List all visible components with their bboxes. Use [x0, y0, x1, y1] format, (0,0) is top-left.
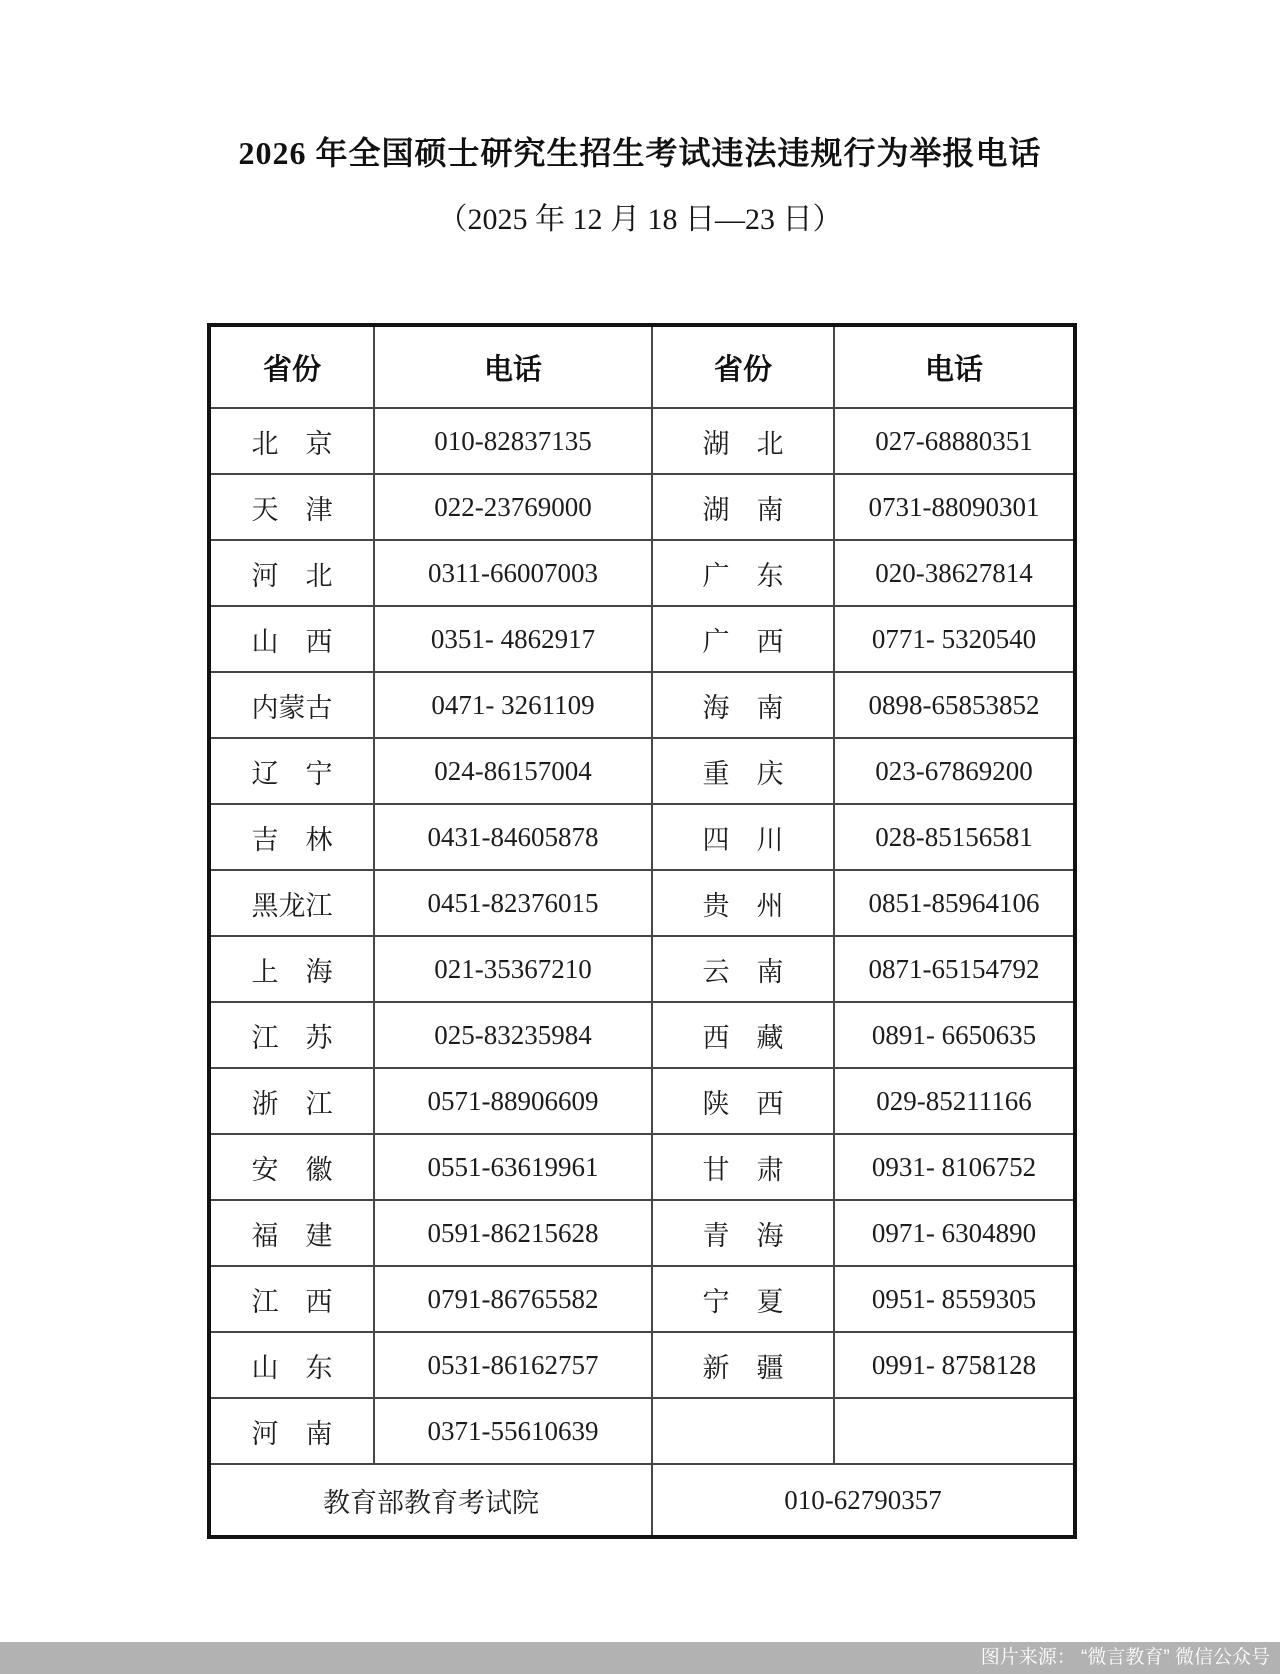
province-cell: 江 苏 [209, 1002, 374, 1068]
hotline-table [207, 323, 1077, 1539]
phone-cell: 0471- 3261109 [374, 672, 652, 738]
phone-cell: 0451-82376015 [374, 870, 652, 936]
phone-cell: 0971- 6304890 [834, 1200, 1075, 1266]
footer-phone-cell: 010-62790357 [652, 1464, 1075, 1537]
phone-cell: 0591-86215628 [374, 1200, 652, 1266]
table-row [209, 1398, 1075, 1464]
province-cell: 海 南 [652, 672, 834, 738]
province-cell: 内蒙古 [209, 672, 374, 738]
phone-cell: 0351- 4862917 [374, 606, 652, 672]
province-cell-empty [652, 1398, 834, 1464]
province-cell: 青 海 [652, 1200, 834, 1266]
province-cell: 西 藏 [652, 1002, 834, 1068]
phone-cell: 0371-55610639 [374, 1398, 652, 1464]
phone-cell: 0931- 8106752 [834, 1134, 1075, 1200]
table-row [209, 606, 1075, 672]
phone-cell: 024-86157004 [374, 738, 652, 804]
table-row [209, 1134, 1075, 1200]
province-cell: 江 西 [209, 1266, 374, 1332]
table-footer-row [209, 1464, 1075, 1537]
province-cell: 河 南 [209, 1398, 374, 1464]
phone-cell: 0531-86162757 [374, 1332, 652, 1398]
table-row [209, 408, 1075, 474]
phone-cell: 022-23769000 [374, 474, 652, 540]
table-row [209, 1200, 1075, 1266]
province-cell: 新 疆 [652, 1332, 834, 1398]
header-phone-left: 电话 [374, 325, 652, 408]
province-cell: 四 川 [652, 804, 834, 870]
province-cell: 湖 南 [652, 474, 834, 540]
image-source-watermark: 图片来源： “微言教育” 微信公众号 [0, 1642, 1280, 1674]
phone-cell: 0551-63619961 [374, 1134, 652, 1200]
province-cell: 贵 州 [652, 870, 834, 936]
province-cell: 陕 西 [652, 1068, 834, 1134]
province-cell: 广 西 [652, 606, 834, 672]
table-row [209, 936, 1075, 1002]
phone-cell: 0431-84605878 [374, 804, 652, 870]
table-row [209, 1068, 1075, 1134]
province-cell: 河 北 [209, 540, 374, 606]
table-header-row [209, 325, 1075, 408]
phone-cell: 0898-65853852 [834, 672, 1075, 738]
table-row [209, 1332, 1075, 1398]
phone-cell: 020-38627814 [834, 540, 1075, 606]
header-phone-right: 电话 [834, 325, 1075, 408]
header-province-right: 省份 [652, 325, 834, 408]
phone-cell: 0851-85964106 [834, 870, 1075, 936]
province-cell: 广 东 [652, 540, 834, 606]
table-row [209, 870, 1075, 936]
page-title: 2026 年全国硕士研究生招生考试违法违规行为举报电话 [238, 135, 1042, 171]
province-cell: 安 徽 [209, 1134, 374, 1200]
phone-cell: 023-67869200 [834, 738, 1075, 804]
province-cell: 福 建 [209, 1200, 374, 1266]
province-cell: 浙 江 [209, 1068, 374, 1134]
table-row [209, 1002, 1075, 1068]
province-cell: 辽 宁 [209, 738, 374, 804]
table-row [209, 804, 1075, 870]
phone-cell: 0871-65154792 [834, 936, 1075, 1002]
phone-cell: 0571-88906609 [374, 1068, 652, 1134]
province-cell: 吉 林 [209, 804, 374, 870]
phone-cell: 029-85211166 [834, 1068, 1075, 1134]
header-province-left: 省份 [209, 325, 374, 408]
phone-cell: 021-35367210 [374, 936, 652, 1002]
phone-cell-empty [834, 1398, 1075, 1464]
phone-cell: 0791-86765582 [374, 1266, 652, 1332]
phone-cell: 027-68880351 [834, 408, 1075, 474]
page-subtitle: （2025 年 12 月 18 日—23 日） [437, 203, 843, 236]
table-row [209, 540, 1075, 606]
phone-cell: 0951- 8559305 [834, 1266, 1075, 1332]
table-row [209, 1266, 1075, 1332]
phone-cell: 028-85156581 [834, 804, 1075, 870]
province-cell: 甘 肃 [652, 1134, 834, 1200]
province-cell: 湖 北 [652, 408, 834, 474]
phone-cell: 0891- 6650635 [834, 1002, 1075, 1068]
table-row [209, 738, 1075, 804]
province-cell: 天 津 [209, 474, 374, 540]
province-cell: 黑龙江 [209, 870, 374, 936]
province-cell: 宁 夏 [652, 1266, 834, 1332]
province-cell: 重 庆 [652, 738, 834, 804]
phone-cell: 0311-66007003 [374, 540, 652, 606]
phone-cell: 0731-88090301 [834, 474, 1075, 540]
phone-cell: 025-83235984 [374, 1002, 652, 1068]
phone-cell: 0991- 8758128 [834, 1332, 1075, 1398]
province-cell: 山 西 [209, 606, 374, 672]
province-cell: 上 海 [209, 936, 374, 1002]
footer-org-cell: 教育部教育考试院 [209, 1464, 652, 1537]
phone-cell: 010-82837135 [374, 408, 652, 474]
table-row [209, 672, 1075, 738]
province-cell: 北 京 [209, 408, 374, 474]
province-cell: 山 东 [209, 1332, 374, 1398]
table-row [209, 474, 1075, 540]
phone-cell: 0771- 5320540 [834, 606, 1075, 672]
province-cell: 云 南 [652, 936, 834, 1002]
